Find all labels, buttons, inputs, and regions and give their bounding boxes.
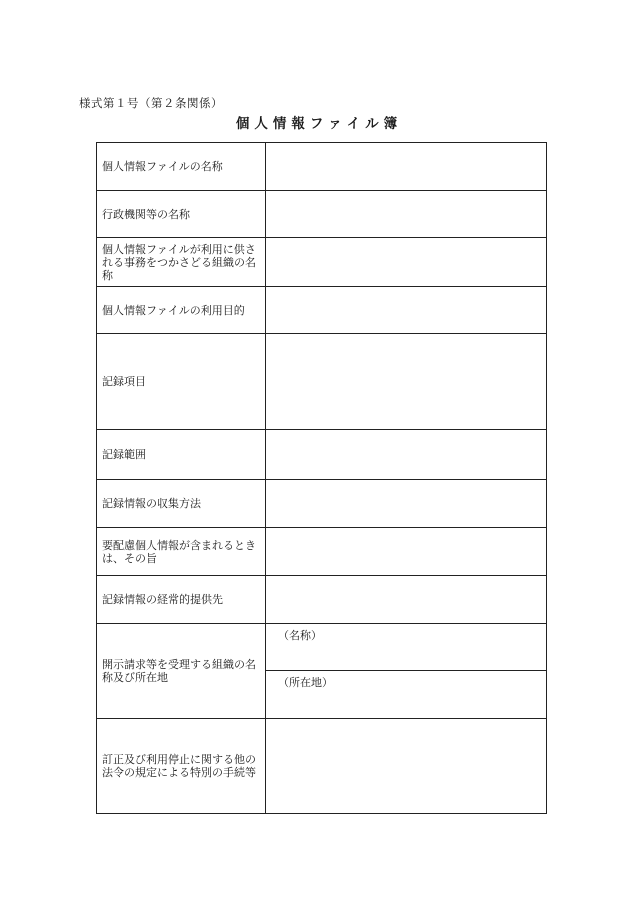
row-label-disclosure-office: 開示請求等を受理する組織の名称及び所在地 [97,624,266,719]
row-value-regular-recipients[interactable] [266,576,547,624]
row-value-purpose[interactable] [266,287,547,334]
table-row [97,430,547,480]
row-label-record-items: 記録項目 [97,334,266,430]
table-row [97,334,547,430]
table-row [97,719,547,814]
row-label-sensitive-info: 要配慮個人情報が含まれるときは、その旨 [97,528,266,576]
table-row [97,287,547,334]
row-label-record-scope: 記録範囲 [97,430,266,480]
row-label-organization: 個人情報ファイルが利用に供される事務をつかさどる組織の名称 [97,238,266,287]
row-value-office-address[interactable]: （所在地） [266,671,547,719]
row-label-special-procedures: 訂正及び利用停止に関する他の法令の規定による特別の手続等 [97,719,266,814]
row-value-record-items[interactable] [266,334,547,430]
row-label-regular-recipients: 記録情報の経常的提供先 [97,576,266,624]
personal-info-file-register-table [96,142,547,814]
row-value-record-scope[interactable] [266,430,547,480]
table-row [97,238,547,287]
row-label-agency-name: 行政機関等の名称 [97,191,266,238]
row-value-collection-method[interactable] [266,480,547,528]
table-row [97,624,547,671]
row-label-collection-method: 記録情報の収集方法 [97,480,266,528]
row-value-special-procedures[interactable] [266,719,547,814]
table-row [97,576,547,624]
row-value-agency-name[interactable] [266,191,547,238]
table-row [97,191,547,238]
row-value-sensitive-info[interactable] [266,528,547,576]
row-label-file-name: 個人情報ファイルの名称 [97,143,266,191]
document-title: 個人情報ファイル簿 [235,116,403,132]
row-value-file-name[interactable] [266,143,547,191]
table-row [97,143,547,191]
row-value-organization[interactable] [266,238,547,287]
form-number: 様式第１号（第２条関係） [79,96,223,110]
row-value-office-name[interactable]: （名称） [266,624,547,671]
row-label-purpose: 個人情報ファイルの利用目的 [97,287,266,334]
table-row [97,528,547,576]
table-row [97,480,547,528]
